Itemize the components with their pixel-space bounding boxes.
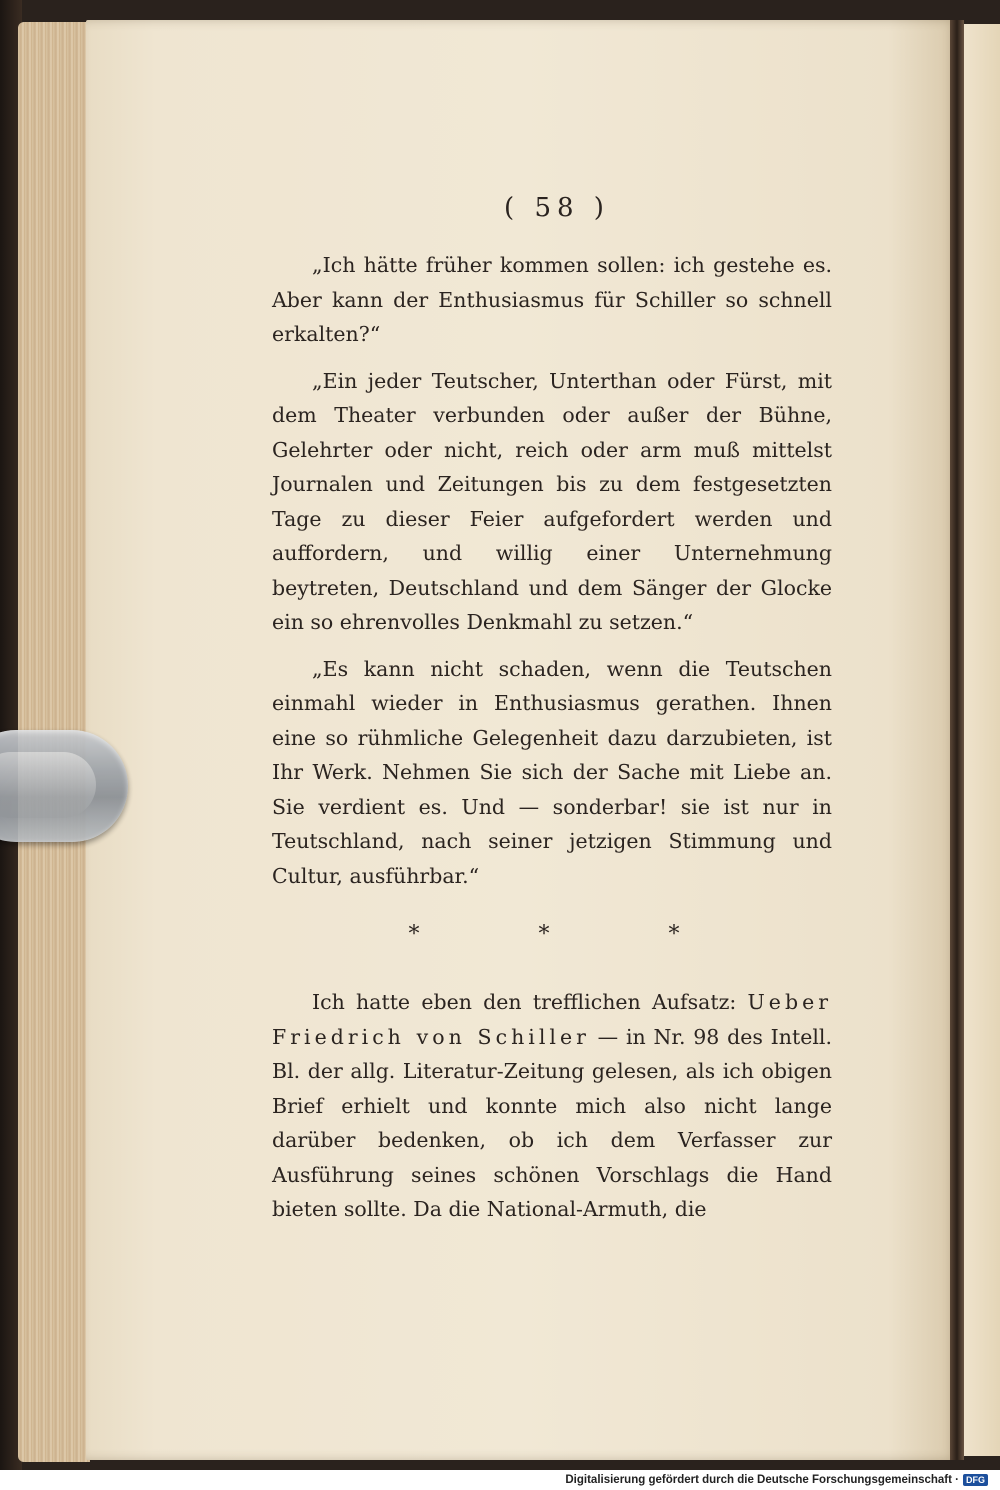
- credit-text: Digitalisierung gefördert durch die Deutsche Forschungsgemeinschaft ·: [565, 1474, 959, 1486]
- dfg-logo-icon: DFG: [963, 1474, 988, 1486]
- paragraph-2: „Ein jeder Teutscher, Unterthan oder Fürst, mit dem Theater verbunden oder außer der Bühne, Gelehrter oder nicht, reich oder arm muß mittelst Journalen und Zeitungen bis zu dem festgesetzten Tage zu dieser Feier aufgefordert werden und auffordern, und willig einer Unternehmung beytreten, Deutschland und dem Sänger der Glocke ein so ehrenvolles Denkmahl zu setzen.“: [272, 368, 832, 634]
- digitization-credit: [565, 1470, 988, 1490]
- section-separator: * * *: [408, 922, 736, 947]
- book-gutter: [950, 20, 964, 1460]
- paragraph-4-start: Ich hatte eben den trefflichen Aufsatz:: [312, 990, 748, 1014]
- paragraph-1: „Ich hätte früher kommen sollen: ich gestehe es. Aber kann der Enthusiasmus für Schiller so schnell erkalten?“: [272, 253, 832, 346]
- page-clip: [0, 730, 128, 842]
- paragraph-3: „Es kann nicht schaden, wenn die Teutschen einmahl wieder in Enthusiasmus gerathen. Ihnen eine so rühmliche Gelegenheit dazu darzubieten, ist Ihr Werk. Nehmen Sie sich der Sache mit Liebe an. Sie verdient es. Und — sonderbar! sie ist nur in Teutschland, nach seiner jetzigen Stimmung und Cultur, ausführbar.“: [272, 656, 832, 888]
- page-number: ( 58 ): [504, 193, 610, 223]
- paragraph-4: [272, 985, 832, 1227]
- facing-page-edge: [964, 24, 1000, 1456]
- paragraph-4-rest: — in Nr. 98 des Intell. Bl. der allg. Literatur-Zeitung gelesen, als ich obigen Brief erhielt und konnte mich also nicht lange darüber bedenken, ob ich dem Verfasser zur Ausführung seines schönen Vorschlags die Hand bieten sollte. Da die National-Armuth, die: [272, 1024, 832, 1221]
- page-clip-highlight: [0, 752, 96, 818]
- article-title: Ueber Friedrich von Schiller: [272, 990, 832, 1049]
- page-text: [272, 190, 832, 1227]
